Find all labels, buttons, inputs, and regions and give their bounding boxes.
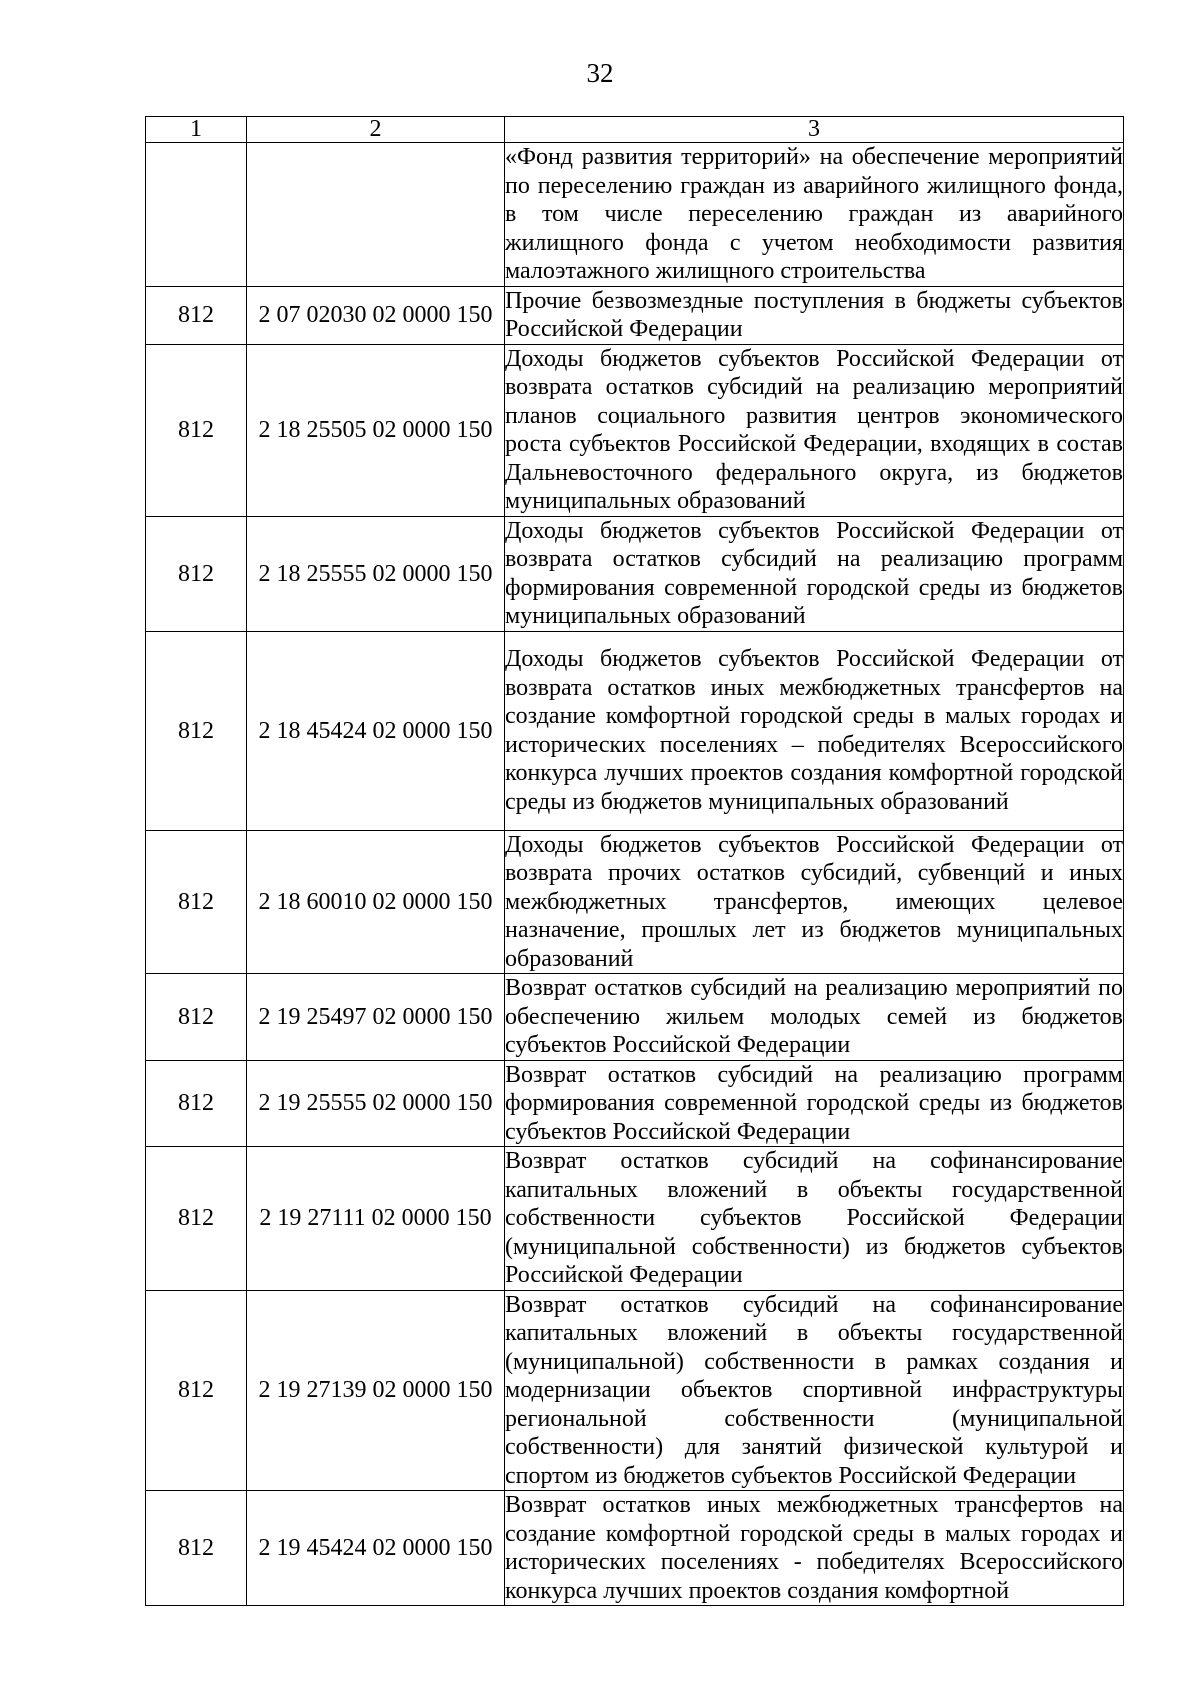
description-cell: Возврат остатков субсидий на реализацию мероприятий по обеспечению жильем молодых семей из бюджетов субъектов Российской Федерации — [505, 975, 1123, 1058]
description-cell: «Фонд развития территорий» на обеспечение мероприятий по переселению граждан из аварийного жилищного фонда, в том числе переселению граждан из аварийного жилищного фонда с учетом необходимости развития малоэтажного жилищного строительства — [505, 144, 1123, 284]
description-cell: Доходы бюджетов субъектов Российской Федерации от возврата остатков иных межбюджетных трансфертов на создание комфортной городской среды в малых городах и исторических поселениях – победителях Всероссийского конкурса лучших проектов создания комфортной городской среды из бюджетов муниципальных образований — [505, 631, 1124, 830]
table-row — [146, 631, 1124, 830]
table-row — [146, 516, 1124, 631]
admin-code-cell: 812 — [146, 344, 247, 516]
description-cell: Возврат остатков иных межбюджетных трансфертов на создание комфортной городской среды в малых городах и исторических поселениях - победителях Всероссийского конкурса лучших проектов создания комфортной — [505, 1492, 1123, 1604]
admin-code-cell: 812 — [146, 631, 247, 830]
classification-code-cell: 2 19 45424 02 0000 150 — [247, 1491, 505, 1606]
description-cell: Возврат остатков субсидий на софинансирование капитальных вложений в объекты государственной собственности субъектов Российской Федерации (муниципальной собственности) из бюджетов субъектов Российской Федерации — [505, 1148, 1123, 1288]
classification-code-cell: 2 18 25505 02 0000 150 — [247, 344, 505, 516]
classification-code-cell: 2 19 25497 02 0000 150 — [247, 974, 505, 1061]
admin-code-cell: 812 — [146, 516, 247, 631]
table-row — [146, 143, 1124, 287]
description-cell: Доходы бюджетов субъектов Российской Федерации от возврата остатков субсидий на реализацию программ формирования современной городской среды из бюджетов муниципальных образований — [505, 517, 1123, 629]
classification-code-cell: 2 19 27111 02 0000 150 — [247, 1147, 505, 1291]
description-cell: Прочие безвозмездные поступления в бюджеты субъектов Российской Федерации — [505, 287, 1123, 342]
budget-codes-table — [145, 116, 1124, 1606]
admin-code-cell: 812 — [146, 1147, 247, 1291]
admin-code-cell: 812 — [146, 1491, 247, 1606]
column-header-3: 3 — [505, 117, 1124, 143]
admin-code-cell: 812 — [146, 974, 247, 1061]
classification-code-cell: 2 18 45424 02 0000 150 — [247, 631, 505, 830]
description-cell: Возврат остатков субсидий на реализацию программ формирования современной городской среды из бюджетов субъектов Российской Федерации — [505, 1061, 1123, 1145]
description-cell: Доходы бюджетов субъектов Российской Федерации от возврата остатков субсидий на реализацию мероприятий планов социального развития центров экономического роста субъектов Российской Федерации, входящих в состав Дальневосточного федерального округа, из бюджетов муниципальных образований — [505, 345, 1123, 514]
table-row — [146, 830, 1124, 974]
admin-code-cell: 812 — [146, 1060, 247, 1147]
admin-code-cell: 812 — [146, 830, 247, 974]
classification-code-cell: 2 19 27139 02 0000 150 — [247, 1290, 505, 1491]
admin-code-cell: 812 — [146, 1290, 247, 1491]
table-header-row — [146, 117, 1124, 143]
admin-code-cell: 812 — [146, 286, 247, 344]
table-row — [146, 1491, 1124, 1606]
table-row — [146, 344, 1124, 516]
description-cell: Доходы бюджетов субъектов Российской Федерации от возврата прочих остатков субсидий, субвенций и иных межбюджетных трансфертов, имеющих целевое назначение, прошлых лет из бюджетов муниципальных образований — [505, 831, 1123, 972]
table-row — [146, 1060, 1124, 1147]
column-header-1: 1 — [146, 117, 247, 143]
classification-code-cell: 2 19 25555 02 0000 150 — [247, 1060, 505, 1147]
table-row — [146, 286, 1124, 344]
page-number: 32 — [586, 58, 614, 88]
description-cell: Возврат остатков субсидий на софинансирование капитальных вложений в объекты государственной (муниципальной) собственности в рамках создания и модернизации объектов спортивной инфраструктуры региональной собственности (муниципальной собственности) для занятий физической культурой и спортом из бюджетов субъектов Российской Федерации — [505, 1291, 1123, 1489]
column-header-2: 2 — [247, 117, 505, 143]
table-row — [146, 974, 1124, 1061]
admin-code-cell — [146, 143, 247, 287]
classification-code-cell: 2 07 02030 02 0000 150 — [247, 286, 505, 344]
classification-code-cell: 2 18 60010 02 0000 150 — [247, 830, 505, 974]
classification-code-cell: 2 18 25555 02 0000 150 — [247, 516, 505, 631]
table-row — [146, 1290, 1124, 1491]
classification-code-cell — [247, 143, 505, 287]
table-row — [146, 1147, 1124, 1291]
